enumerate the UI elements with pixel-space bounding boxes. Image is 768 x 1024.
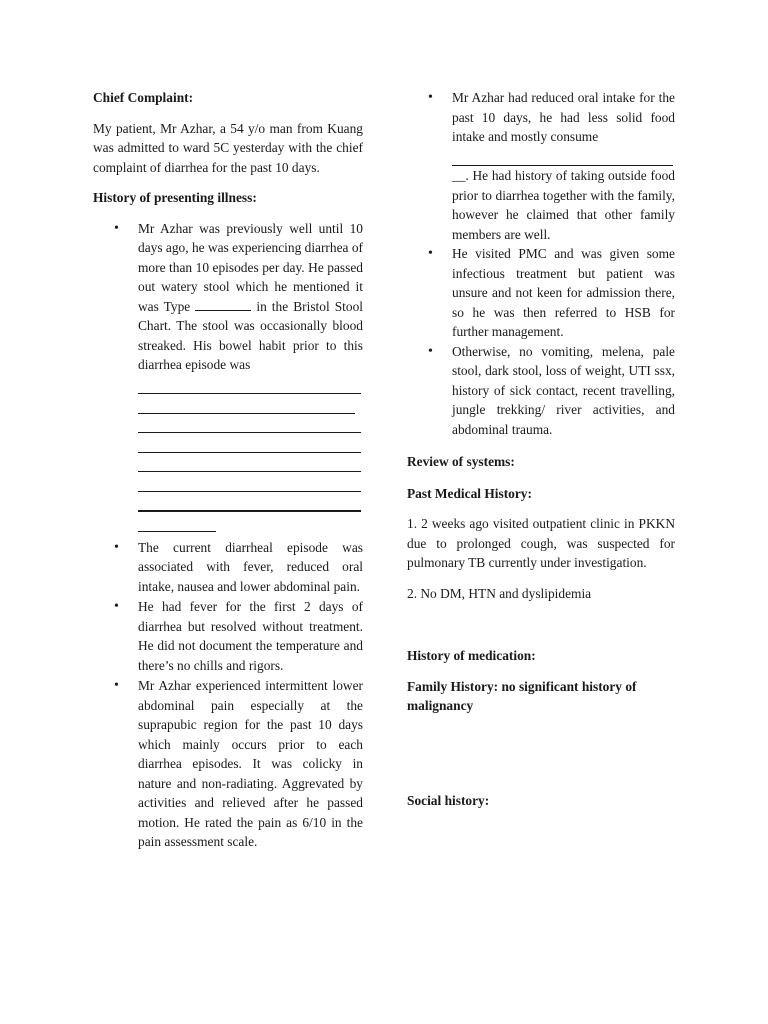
past-medical-history-item-1: 1. 2 weeks ago visited outpatient clinic in PKKN due to prolonged cough, was suspected for pulmonary TB currently under investigation. bbox=[407, 516, 675, 570]
stool-type-blank bbox=[195, 298, 251, 311]
bowel-habit-blank-line bbox=[138, 414, 361, 434]
right-column bbox=[407, 88, 675, 810]
hpi-bullet-3: • He had fever for the first 2 days of diarrhea but resolved without treatment. He did not document the temperature and there’s no chills and rigors. bbox=[93, 597, 363, 675]
hpi-bullet-5 bbox=[407, 88, 675, 244]
hpi-bullet-1-text-a: Mr Azhar was previously well until 10 days ago, he was experiencing diarrhea of more than 10 episodes per day. He passed out watery stool which he mentioned it was Type bbox=[138, 220, 363, 314]
review-of-systems-heading: Review of systems: bbox=[407, 454, 515, 469]
hpi-heading: History of presenting illness: bbox=[93, 190, 257, 205]
hpi-bullet-6: • He visited PMC and was given some infectious treatment but patient was unsure and not keen for admission there, so he was then referred to HSB for further management. bbox=[407, 244, 675, 342]
chief-complaint-text: My patient, Mr Azhar, a 54 y/o man from Kuang was admitted to ward 5C yesterday with the chief complaint of diarrhea for the past 10 days. bbox=[93, 120, 363, 175]
hpi-bullet-7: • Otherwise, no vomiting, melena, pale stool, dark stool, loss of weight, UTI ssx, history of sick contact, recent travelling, jungle trekking/ river activities, and abdominal trauma. bbox=[407, 342, 675, 440]
food-consumed-blank-line bbox=[452, 147, 673, 167]
bowel-habit-blank-line bbox=[138, 472, 361, 492]
hpi-list bbox=[93, 219, 363, 852]
bowel-habit-blank-line bbox=[138, 433, 361, 453]
hpi-bullet-5-text-b: __. He had history of taking outside food prior to diarrhea together with the family, however he claimed that other family members are well. bbox=[452, 168, 675, 242]
hpi-bullet-1-text-b: in the Bristol Stool Chart. The stool was occasionally blood streaked. His bowel habit prior to this diarrhea episode was bbox=[138, 298, 363, 372]
social-history-heading: Social history: bbox=[407, 792, 490, 808]
bowel-habit-blank-line bbox=[138, 453, 361, 473]
bowel-habit-blank-line bbox=[138, 492, 361, 513]
hpi-bullet-4: • Mr Azhar experienced intermittent lower abdominal pain especially at the suprapubic region for the past 10 days which mainly occurs prior to each diarrhea episodes. It was colicky in nature and non-radiating. Aggrevated by activities and relieved after he passed motion. He rated the pain as 6/10 in the pain assessment scale. bbox=[93, 676, 363, 852]
history-of-medication-heading: History of medication: bbox=[407, 648, 536, 663]
family-history-heading: Family History: no significant history of malignancy bbox=[407, 678, 637, 713]
hpi-bullet-2: • The current diarrheal episode was associated with fever, reduced oral intake, nausea and lower abdominal pain. bbox=[93, 538, 363, 597]
past-medical-history-item-2: 2. No DM, HTN and dyslipidemia bbox=[407, 585, 592, 601]
hpi-bullet-5-text-a: Mr Azhar had reduced oral intake for the past 10 days, he had less solid food intake and mostly consume bbox=[452, 90, 675, 144]
chief-complaint-heading: Chief Complaint: bbox=[93, 90, 194, 105]
bowel-habit-blank-line bbox=[138, 394, 355, 414]
hpi-list-continued bbox=[407, 88, 675, 439]
hpi-bullet-1 bbox=[93, 219, 363, 532]
bowel-habit-blank-line bbox=[138, 512, 216, 532]
left-column bbox=[93, 88, 363, 852]
past-medical-history-heading: Past Medical History: bbox=[407, 485, 532, 501]
bowel-habit-blank-line bbox=[138, 375, 361, 395]
